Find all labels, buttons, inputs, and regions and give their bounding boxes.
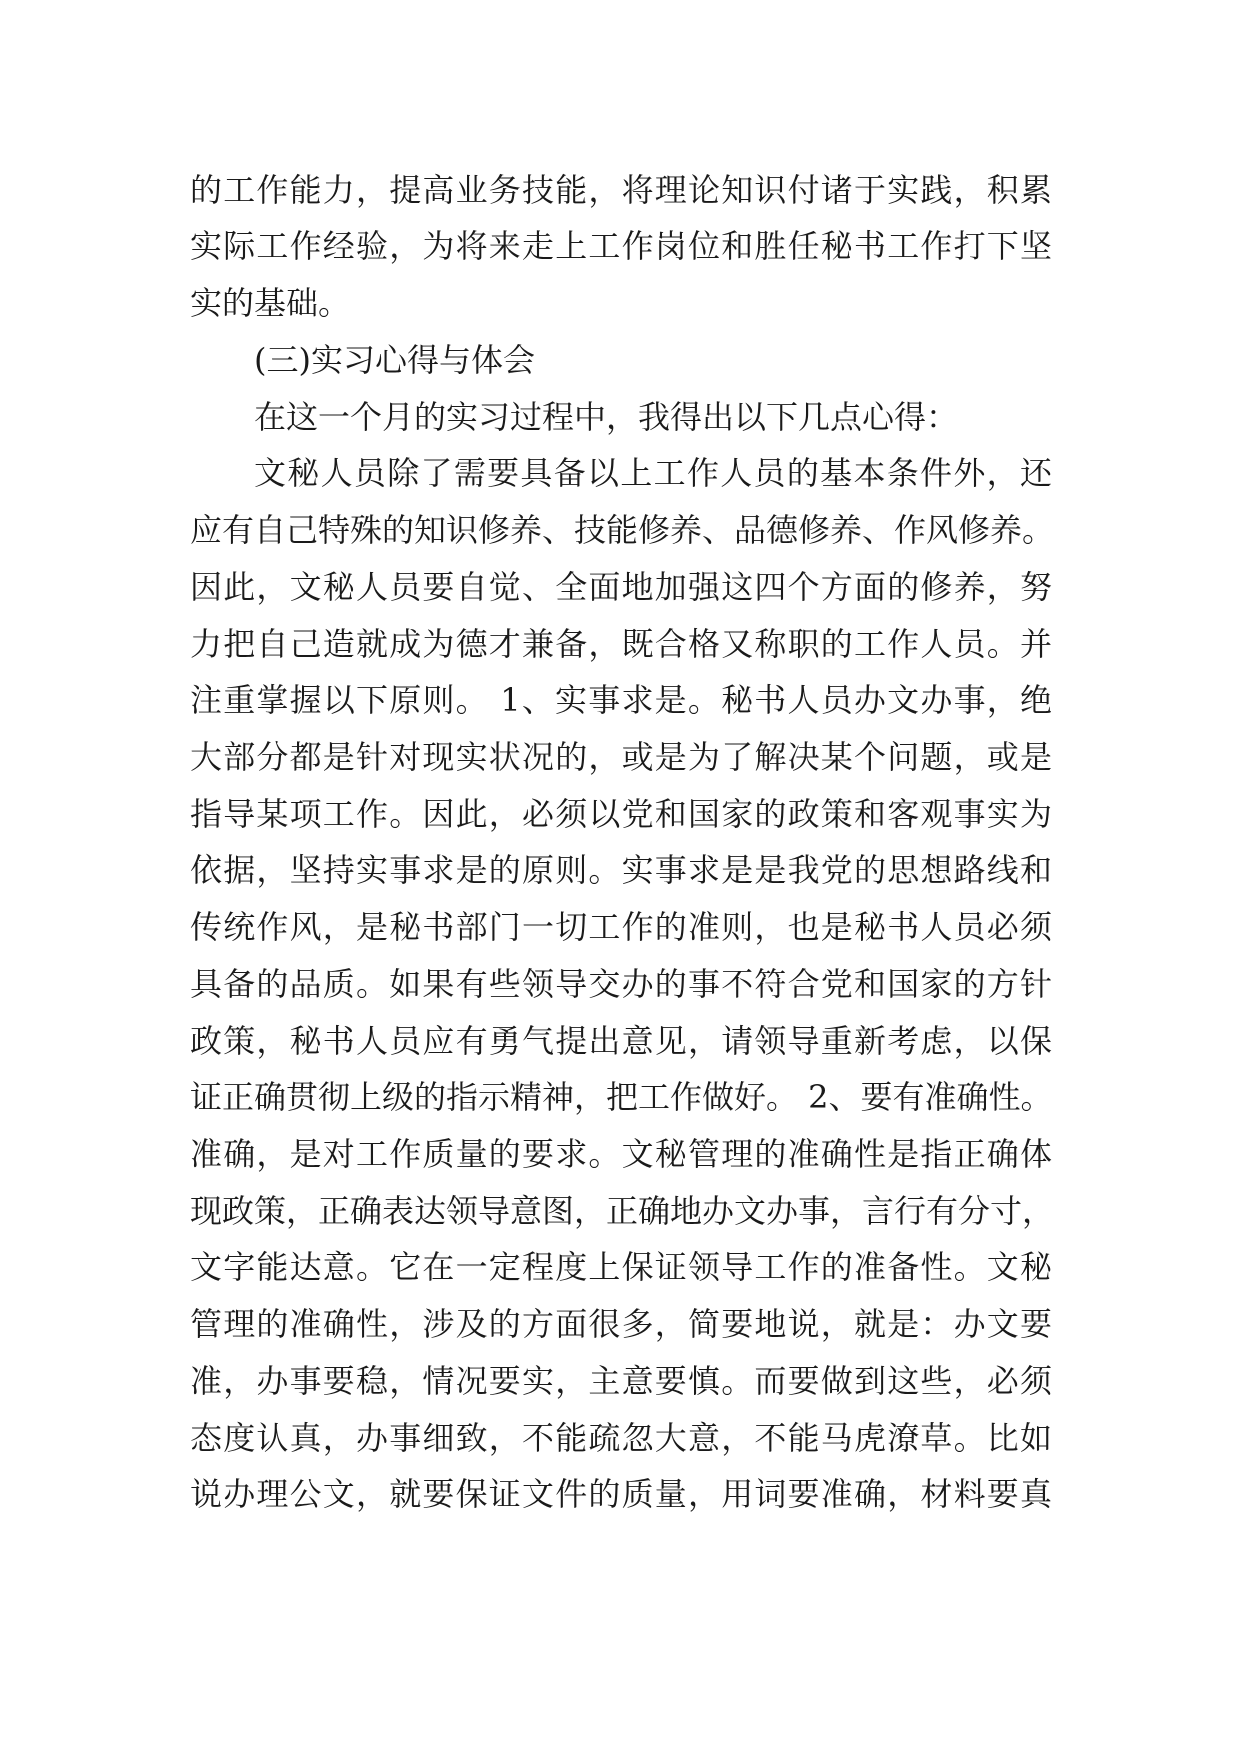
text-line: 传统作风，是秘书部门一切工作的准则，也是秘书人员必须 xyxy=(190,908,1052,946)
text-line: 大部分都是针对现实状况的，或是为了解决某个问题，或是 xyxy=(190,738,1052,776)
text-line: 实的基础。 xyxy=(190,284,351,322)
text-line: 证正确贯彻上级的指示精神，把工作做好。 2、要有准确性。 xyxy=(190,1078,1053,1116)
text-line: 文字能达意。它在一定程度上保证领导工作的准备性。文秘 xyxy=(190,1248,1052,1286)
section-heading: (三)实习心得与体会 xyxy=(254,341,535,379)
text-line: 说办理公文，就要保证文件的质量，用词要准确，材料要真 xyxy=(190,1475,1052,1513)
text-line: 态度认真，办事细致，不能疏忽大意，不能马虎潦草。比如 xyxy=(190,1419,1052,1457)
text-line: 政策，秘书人员应有勇气提出意见，请领导重新考虑，以保 xyxy=(190,1022,1052,1060)
text-line: 依据，坚持实事求是的原则。实事求是是我党的思想路线和 xyxy=(190,851,1052,889)
text-line: 实际工作经验，为将来走上工作岗位和胜任秘书工作打下坚 xyxy=(190,227,1052,265)
text-line: 注重掌握以下原则。 1、实事求是。秘书人员办文办事，绝 xyxy=(190,681,1052,719)
text-line: 具备的品质。如果有些领导交办的事不符合党和国家的方针 xyxy=(190,965,1052,1003)
text-line: 因此，文秘人员要自觉、全面地加强这四个方面的修养，努 xyxy=(190,568,1052,606)
text-line: 力把自己造就成为德才兼备，既合格又称职的工作人员。并 xyxy=(190,625,1052,663)
text-line: 准确，是对工作质量的要求。文秘管理的准确性是指正确体 xyxy=(190,1135,1052,1173)
text-line: 指导某项工作。因此，必须以党和国家的政策和客观事实为 xyxy=(190,795,1052,833)
text-line: 文秘人员除了需要具备以上工作人员的基本条件外，还 xyxy=(254,454,1052,492)
text-line: 现政策，正确表达领导意图，正确地办文办事，言行有分寸， xyxy=(190,1192,1055,1230)
text-line: 管理的准确性，涉及的方面很多，简要地说，就是：办文要 xyxy=(190,1305,1052,1343)
text-line: 应有自己特殊的知识修养、技能修养、品德修养、作风修养。 xyxy=(190,511,1055,549)
text-line: 的工作能力，提高业务技能，将理论知识付诸于实践，积累 xyxy=(190,171,1052,209)
text-line: 准，办事要稳，情况要实，主意要慎。而要做到这些，必须 xyxy=(190,1362,1052,1400)
text-line: 在这一个月的实习过程中，我得出以下几点心得： xyxy=(254,398,959,436)
